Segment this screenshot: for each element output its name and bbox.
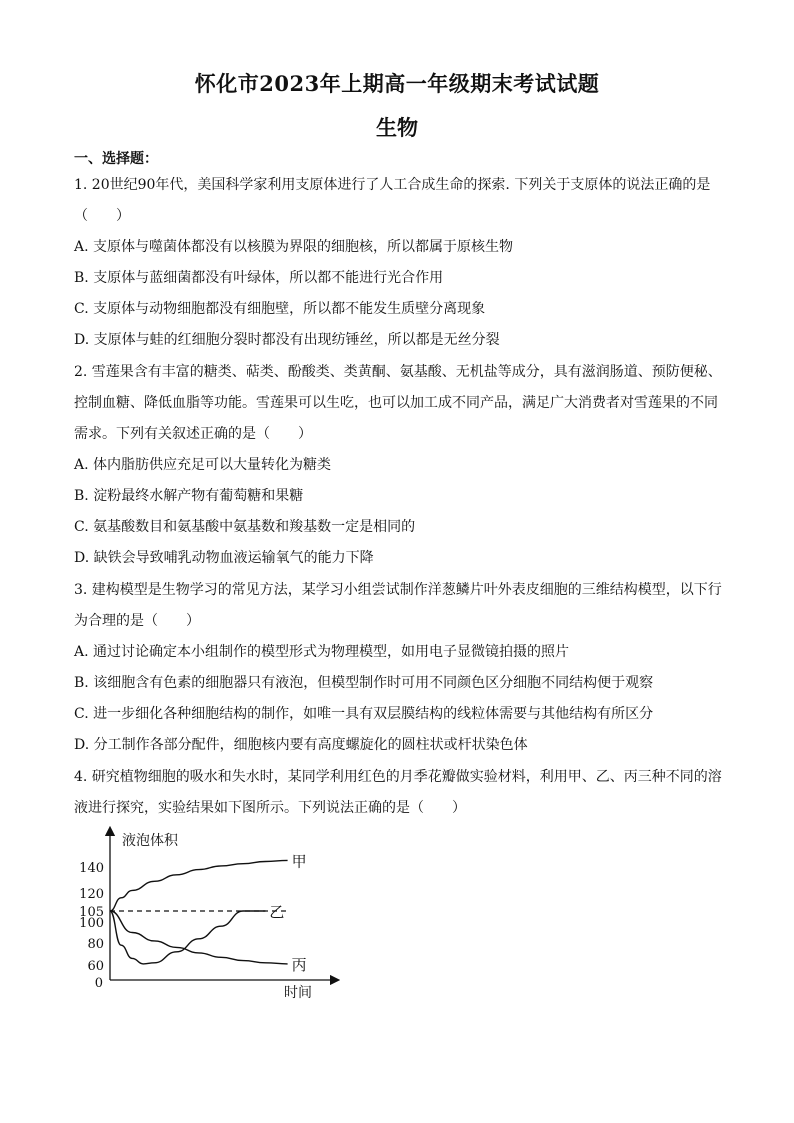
section-heading: 一、选择题：: [74, 151, 158, 167]
x-axis-label: 时间: [284, 985, 312, 1001]
origin-label: 0: [94, 976, 103, 991]
series-line-0: [110, 860, 288, 911]
q1-option-c: C. 支原体与动物细胞都没有细胞壁，所以都不能发生质壁分离现象: [74, 301, 486, 317]
y-tick-100: 100: [79, 916, 104, 931]
q1-stem-line1: 1. 20世纪90年代，美国科学家利用支原体进行了人工合成生命的探索. 下列关于支原体的说法正确的是: [74, 177, 711, 193]
y-tick-labels: [79, 861, 104, 974]
q2-stem-line3: 需求。下列有关叙述正确的是（ ）: [74, 426, 312, 442]
series-label-0: 甲: [291, 852, 307, 871]
q2-option-c: C. 氨基酸数目和氨基酸中氨基数和羧基数一定是相同的: [74, 519, 416, 535]
y-axis-label: 液泡体积: [122, 833, 178, 849]
series-label-2: 丙: [291, 955, 307, 974]
chart-series: [110, 852, 307, 974]
q1-stem-line2: （ ）: [74, 208, 130, 224]
q1-option-d: D. 支原体与蛙的红细胞分裂时都没有出现纺锤丝，所以都是无丝分裂: [74, 332, 500, 348]
y-tick-80: 80: [87, 937, 104, 952]
q2-option-a: A. 体内脂肪供应充足可以大量转化为糖类: [74, 457, 332, 473]
q2-stem-line2: 控制血糖、降低血脂等功能。雪莲果可以生吃，也可以加工成不同产品，满足广大消费者对雪莲果的不同: [74, 395, 718, 411]
q3-option-a: A. 通过讨论确定本小组制作的模型形式为物理模型，如用电子显微镜拍摄的照片: [74, 644, 570, 660]
series-line-1: [110, 911, 265, 964]
q3-stem-line1: 3. 建构模型是生物学习的常见方法，某学习小组尝试制作洋葱鳞片叶外表皮细胞的三维结构模型，以下行: [74, 582, 722, 598]
series-label-1: 乙: [269, 903, 285, 921]
q4-stem-line1: 4. 研究植物细胞的吸水和失水时，某同学利用红色的月季花瓣做实验材料，利用甲、乙、丙三种不同的溶: [74, 769, 722, 785]
exam-title: 怀化市2023年上期高一年级期末考试试题: [194, 71, 600, 96]
q3-stem-line2: 为合理的是（ ）: [74, 613, 200, 629]
y-tick-140: 140: [79, 861, 104, 876]
subject-title: 生物: [376, 115, 418, 140]
vacuole-volume-chart: [70, 825, 350, 1010]
q2-option-d: D. 缺铁会导致哺乳动物血液运输氧气的能力下降: [74, 550, 374, 566]
q1-option-b: B. 支原体与蓝细菌都没有叶绿体，所以都不能进行光合作用: [74, 270, 444, 286]
q3-option-d: D. 分工制作各部分配件，细胞核内要有高度螺旋化的圆柱状或杆状染色体: [74, 737, 528, 753]
q4-stem-line2: 液进行探究，实验结果如下图所示。下列说法正确的是（ ）: [74, 800, 466, 816]
q2-option-b: B. 淀粉最终水解产物有葡萄糖和果糖: [74, 488, 304, 504]
y-tick-105: 105: [79, 905, 104, 920]
q2-stem-line1: 2. 雪莲果含有丰富的糖类、萜类、酚酸类、类黄酮、氨基酸、无机盐等成分，具有滋润肠道、预防便秘、: [74, 364, 722, 380]
q3-option-c: C. 进一步细化各种细胞结构的制作，如唯一具有双层膜结构的线粒体需要与其他结构有所区分: [74, 706, 654, 722]
q3-option-b: B. 该细胞含有色素的细胞器只有液泡，但模型制作时可用不同颜色区分细胞不同结构便于观察: [74, 675, 654, 691]
y-tick-120: 120: [79, 887, 104, 902]
y-tick-60: 60: [87, 959, 104, 974]
series-line-2: [110, 911, 288, 964]
q1-option-a: A. 支原体与噬菌体都没有以核膜为界限的细胞核，所以都属于原核生物: [74, 239, 514, 255]
